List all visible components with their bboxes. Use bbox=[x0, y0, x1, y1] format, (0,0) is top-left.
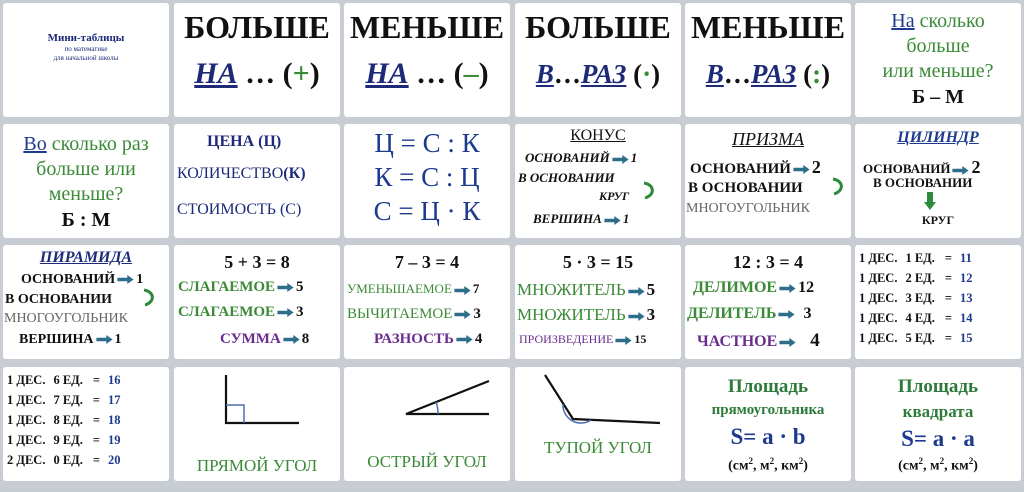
close-paren: ) bbox=[651, 59, 661, 89]
dots: … bbox=[723, 59, 751, 89]
vertex-label: ВЕРШИНА bbox=[19, 332, 94, 347]
card-addition bbox=[174, 245, 340, 359]
prism-title: ПРИЗМА bbox=[732, 129, 804, 149]
term-label: СЛАГАЕМОЕ bbox=[178, 279, 276, 295]
tens-part: 1 ДЕС. bbox=[7, 433, 46, 447]
card-title bbox=[3, 3, 169, 117]
vertex-label: ВЕРШИНА bbox=[533, 211, 602, 226]
tens-part: 1 ДЕС. bbox=[7, 373, 46, 387]
equals-sign: = bbox=[944, 251, 953, 265]
angle-label: ОСТРЫЙ УГОЛ bbox=[367, 452, 487, 471]
arrow-right-icon bbox=[628, 312, 645, 321]
word-raz: РАЗ bbox=[580, 59, 627, 89]
term-value: 3 bbox=[646, 305, 656, 324]
unit-cm: (см bbox=[898, 458, 919, 474]
question-line-1 bbox=[3, 134, 169, 154]
card-area-square bbox=[855, 367, 1021, 481]
term-value: 3 bbox=[803, 305, 812, 322]
card-how-much bbox=[855, 3, 1021, 117]
sup: 2 bbox=[939, 456, 945, 466]
rule-na-plus bbox=[174, 59, 340, 89]
close-paren: ) bbox=[973, 458, 978, 474]
tens-units-row bbox=[859, 312, 973, 325]
tens-units-row bbox=[859, 292, 973, 305]
cone-title: КОНУС bbox=[570, 127, 626, 144]
equals-sign: = bbox=[92, 393, 101, 407]
arrow-right-icon bbox=[277, 308, 294, 317]
pyramid-base-label: В ОСНОВАНИИ bbox=[5, 292, 113, 307]
arrow-right-icon bbox=[454, 286, 471, 295]
area-units bbox=[685, 457, 851, 474]
area-title: Площадь bbox=[897, 376, 979, 397]
tens-units-row bbox=[859, 272, 973, 285]
tens-part: 1 ДЕС. bbox=[859, 271, 898, 285]
arrow-right-icon bbox=[96, 335, 113, 344]
arrow-right-icon bbox=[283, 335, 300, 344]
sup: 2 bbox=[918, 456, 924, 466]
cone-circle: КРУГ bbox=[599, 189, 630, 203]
equals-sign: = bbox=[92, 453, 101, 467]
sup: 2 bbox=[748, 456, 754, 466]
term-value: 3 bbox=[296, 304, 304, 320]
bases-value: 1 bbox=[630, 150, 638, 165]
div-sign: : bbox=[812, 59, 822, 89]
prism-bases bbox=[690, 158, 821, 177]
pyramid-polygon: МНОГОУГОЛЬНИК bbox=[4, 311, 128, 326]
area-subtitle: квадрата bbox=[902, 402, 974, 421]
arrow-right-icon bbox=[952, 166, 969, 175]
tens-part: 1 ДЕС. bbox=[859, 251, 898, 265]
equation: 7 – 3 = 4 bbox=[394, 252, 460, 272]
formula-diff: Б – М bbox=[911, 86, 965, 108]
curved-arrow-icon bbox=[641, 180, 657, 202]
mult-sign: · bbox=[642, 59, 652, 89]
units-part: 8 ЕД. bbox=[53, 413, 83, 427]
arrow-right-icon bbox=[277, 283, 294, 292]
curved-arrow-icon bbox=[830, 176, 846, 198]
subtitle-1: по математике bbox=[64, 45, 108, 53]
arrow-right-icon bbox=[604, 216, 621, 225]
word-na: НА bbox=[365, 57, 409, 90]
sum-value: 12 bbox=[960, 271, 973, 285]
formula-ratio: Б : М bbox=[61, 209, 111, 231]
equals-sign: = bbox=[944, 291, 953, 305]
minus-sign: – bbox=[463, 57, 479, 90]
sup: 2 bbox=[769, 456, 775, 466]
formula-cost: С = Ц · К bbox=[373, 196, 481, 226]
tens-part: 2 ДЕС. bbox=[7, 453, 46, 467]
word-raz: РАЗ bbox=[750, 59, 797, 89]
units-part: 4 ЕД. bbox=[905, 311, 935, 325]
plus-sign: + bbox=[292, 57, 310, 90]
bases-value: 2 bbox=[971, 157, 981, 177]
arrow-down-icon bbox=[924, 192, 936, 210]
sum-value: 20 bbox=[108, 453, 121, 467]
card-price-formulas bbox=[344, 124, 510, 238]
rule-v-raz-div bbox=[685, 61, 851, 88]
heading-menshe: МЕНЬШЕ bbox=[690, 9, 846, 45]
heading-menshe: МЕНЬШЕ bbox=[349, 9, 505, 45]
cylinder-circle: КРУГ bbox=[921, 213, 955, 227]
term-value: 8 bbox=[301, 331, 310, 347]
tens-part: 1 ДЕС. bbox=[859, 311, 898, 325]
bases-value: 2 bbox=[811, 157, 821, 177]
cost-label: СТОИМОСТЬ (С) bbox=[177, 201, 302, 218]
sum bbox=[220, 332, 309, 347]
vertex-value: 1 bbox=[622, 211, 630, 226]
subtitle-2: для начальной школы bbox=[53, 54, 119, 62]
sup: 2 bbox=[798, 456, 804, 466]
card-obtuse-angle bbox=[515, 367, 681, 481]
sum-value: 18 bbox=[108, 413, 121, 427]
heading-bolshe: БОЛЬШЕ bbox=[184, 9, 330, 45]
word-na: На bbox=[891, 10, 915, 32]
question-line-3: или меньше? bbox=[882, 60, 994, 82]
sum-value: 14 bbox=[960, 311, 973, 325]
card-more-times bbox=[515, 3, 681, 117]
cylinder-title: ЦИЛИНДР bbox=[897, 129, 979, 146]
card-tens-units-2 bbox=[3, 367, 169, 481]
area-formula: S= a · b bbox=[730, 424, 806, 449]
subtrahend bbox=[347, 307, 481, 322]
obtuse-angle-figure bbox=[515, 367, 681, 481]
title-text: Мини-таблицы bbox=[47, 32, 125, 44]
quantity-symbol: (К) bbox=[283, 165, 306, 182]
card-multiplication bbox=[515, 245, 681, 359]
term-value: 4 bbox=[474, 331, 483, 347]
unit-cm: (см bbox=[728, 458, 749, 474]
sum-value: 16 bbox=[108, 373, 121, 387]
area-subtitle: прямоугольника bbox=[711, 402, 825, 418]
close-paren: ) bbox=[478, 57, 489, 90]
units-part: 1 ЕД. bbox=[905, 251, 935, 265]
equation: 5 + 3 = 8 bbox=[224, 252, 290, 272]
minuend bbox=[347, 282, 479, 295]
bases-label: ОСНОВАНИЙ bbox=[21, 272, 116, 287]
equals-sign: = bbox=[944, 331, 953, 345]
bases-label: ОСНОВАНИЙ bbox=[690, 161, 791, 177]
cone-bases bbox=[525, 151, 637, 164]
tens-part: 1 ДЕС. bbox=[7, 413, 46, 427]
close-paren: ) bbox=[309, 57, 320, 90]
factor-2 bbox=[517, 306, 655, 323]
angle-label: ПРЯМОЙ УГОЛ bbox=[196, 456, 318, 475]
card-area-rectangle bbox=[685, 367, 851, 481]
bases-value: 1 bbox=[136, 272, 144, 287]
tens-part: 1 ДЕС. bbox=[7, 393, 46, 407]
difference bbox=[374, 332, 482, 347]
sum-value: 13 bbox=[960, 291, 973, 305]
quantity-label bbox=[177, 166, 306, 182]
units-part: 5 ЕД. bbox=[905, 331, 935, 345]
arrow-right-icon bbox=[628, 287, 645, 296]
cylinder-bases bbox=[863, 158, 980, 176]
sum-value: 17 bbox=[108, 393, 121, 407]
card-right-angle bbox=[174, 367, 340, 481]
open-paren: ( bbox=[626, 59, 643, 89]
addend-2 bbox=[178, 305, 304, 320]
arrow-right-icon bbox=[793, 165, 810, 174]
dividend bbox=[693, 280, 814, 296]
term-value: 15 bbox=[634, 332, 647, 346]
sum-value: 15 bbox=[960, 331, 973, 345]
addend-1 bbox=[178, 280, 304, 295]
units-part: 9 ЕД. bbox=[53, 433, 83, 447]
dots: … ( bbox=[408, 57, 464, 90]
price-label: ЦЕНА (Ц) bbox=[207, 133, 282, 150]
question-text: сколько раз bbox=[46, 133, 149, 155]
card-tens-units-1 bbox=[855, 245, 1021, 359]
tens-units-row bbox=[7, 394, 121, 407]
term-label: МНОЖИТЕЛЬ bbox=[517, 305, 626, 324]
angle-label: ТУПОЙ УГОЛ bbox=[544, 438, 652, 457]
close-paren: ) bbox=[803, 458, 808, 474]
rule-v-raz-mult bbox=[515, 61, 681, 88]
bases-label: ОСНОВАНИЙ bbox=[525, 150, 610, 165]
divisor bbox=[687, 306, 811, 322]
equals-sign: = bbox=[944, 311, 953, 325]
equation: 5 · 3 = 15 bbox=[562, 252, 634, 272]
arrow-right-icon bbox=[778, 310, 795, 319]
question-text: сколько bbox=[914, 10, 985, 32]
card-more-by bbox=[174, 3, 340, 117]
cone-base-label: В ОСНОВАНИИ bbox=[518, 170, 615, 185]
tens-units-row bbox=[859, 252, 972, 265]
close-paren: ) bbox=[821, 59, 831, 89]
word-vo: Во bbox=[23, 133, 47, 155]
pyramid-title: ПИРАМИДА bbox=[39, 249, 133, 266]
pyramid-bases bbox=[21, 273, 143, 287]
units-part: 7 ЕД. bbox=[53, 393, 83, 407]
card-acute-angle bbox=[344, 367, 510, 481]
tens-units-row bbox=[7, 414, 121, 427]
tens-part: 1 ДЕС. bbox=[859, 291, 898, 305]
word-v: В bbox=[705, 59, 724, 89]
unit-km: , км bbox=[944, 458, 969, 474]
quantity-word: КОЛИЧЕСТВО bbox=[177, 165, 284, 182]
prism-polygon: МНОГОУГОЛЬНИК bbox=[686, 201, 810, 216]
tens-part: 1 ДЕС. bbox=[859, 331, 898, 345]
product bbox=[519, 333, 646, 345]
formula-quantity: К = С : Ц bbox=[374, 162, 480, 192]
card-less-times bbox=[685, 3, 851, 117]
card-price-quantity bbox=[174, 124, 340, 238]
arrow-right-icon bbox=[779, 338, 796, 347]
term-label: УМЕНЬШАЕМОЕ bbox=[347, 281, 452, 296]
rule-na-minus bbox=[344, 59, 510, 89]
factor-1 bbox=[517, 281, 655, 298]
equals-sign: = bbox=[92, 373, 101, 387]
word-v: В bbox=[535, 59, 554, 89]
word-na: НА bbox=[194, 57, 238, 90]
tens-units-row bbox=[7, 434, 121, 447]
unit-m: , м bbox=[753, 458, 770, 474]
term-value: 4 bbox=[810, 330, 820, 351]
cone-vertex bbox=[533, 212, 629, 225]
term-value: 5 bbox=[646, 280, 656, 299]
area-units bbox=[855, 457, 1021, 474]
term-value: 12 bbox=[798, 279, 815, 296]
tens-units-row bbox=[859, 332, 973, 345]
sum-value: 19 bbox=[108, 433, 121, 447]
term-value: 5 bbox=[296, 279, 304, 295]
units-part: 6 ЕД. bbox=[53, 373, 83, 387]
dots: … bbox=[553, 59, 581, 89]
card-pyramid bbox=[3, 245, 169, 359]
arrow-right-icon bbox=[117, 275, 134, 284]
card-prism bbox=[685, 124, 851, 238]
arrow-right-icon bbox=[456, 335, 473, 344]
question-line-2: больше bbox=[906, 35, 970, 57]
bases-label: ОСНОВАНИЙ bbox=[863, 161, 951, 176]
equals-sign: = bbox=[944, 271, 953, 285]
open-paren: ( bbox=[796, 59, 813, 89]
term-value: 3 bbox=[473, 306, 481, 322]
term-value: 7 bbox=[472, 281, 480, 296]
formula-price: Ц = С : К bbox=[374, 128, 480, 158]
card-less-by bbox=[344, 3, 510, 117]
pyramid-vertex bbox=[19, 333, 122, 347]
card-division bbox=[685, 245, 851, 359]
units-part: 3 ЕД. bbox=[905, 291, 935, 305]
prism-base-label: В ОСНОВАНИИ bbox=[688, 180, 803, 196]
card-cone bbox=[515, 124, 681, 238]
question-line-1 bbox=[855, 11, 1021, 31]
arrow-right-icon bbox=[612, 155, 629, 164]
dots: … ( bbox=[237, 57, 293, 90]
arrow-right-icon bbox=[779, 284, 796, 293]
area-title: Площадь bbox=[727, 376, 809, 397]
card-subtraction bbox=[344, 245, 510, 359]
term-label: СУММА bbox=[220, 331, 281, 347]
units-part: 2 ЕД. bbox=[905, 271, 935, 285]
card-cylinder bbox=[855, 124, 1021, 238]
term-label: ДЕЛИТЕЛЬ bbox=[687, 305, 777, 322]
term-label: ЧАСТНОЕ bbox=[697, 333, 778, 350]
question-line-2: больше или bbox=[36, 158, 136, 180]
term-label: ДЕЛИМОЕ bbox=[693, 279, 778, 296]
question-line-3: меньше? bbox=[48, 183, 124, 205]
units-part: 0 ЕД. bbox=[53, 453, 83, 467]
vertex-value: 1 bbox=[114, 332, 122, 347]
equals-sign: = bbox=[92, 433, 101, 447]
heading-bolshe: БОЛЬШЕ bbox=[525, 9, 671, 45]
unit-km: , км bbox=[774, 458, 799, 474]
sup: 2 bbox=[968, 456, 974, 466]
term-label: СЛАГАЕМОЕ bbox=[178, 304, 276, 320]
equals-sign: = bbox=[92, 413, 101, 427]
term-label: РАЗНОСТЬ bbox=[374, 331, 454, 347]
unit-m: , м bbox=[923, 458, 940, 474]
term-label: ВЫЧИТАЕМОЕ bbox=[347, 306, 453, 322]
curved-arrow-icon bbox=[141, 287, 157, 309]
sum-value: 11 bbox=[960, 251, 972, 265]
quotient bbox=[697, 331, 820, 350]
area-formula: S= a · a bbox=[901, 426, 975, 451]
term-label: МНОЖИТЕЛЬ bbox=[517, 280, 626, 299]
tens-units-row bbox=[7, 374, 121, 387]
equation: 12 : 3 = 4 bbox=[732, 252, 804, 272]
cylinder-base-label: В ОСНОВАНИИ bbox=[873, 175, 973, 190]
arrow-right-icon bbox=[615, 336, 632, 345]
tens-units-row bbox=[7, 454, 121, 467]
arrow-right-icon bbox=[454, 310, 471, 319]
term-label: ПРОИЗВЕДЕНИЕ bbox=[519, 332, 614, 346]
card-how-many-times bbox=[3, 124, 169, 238]
